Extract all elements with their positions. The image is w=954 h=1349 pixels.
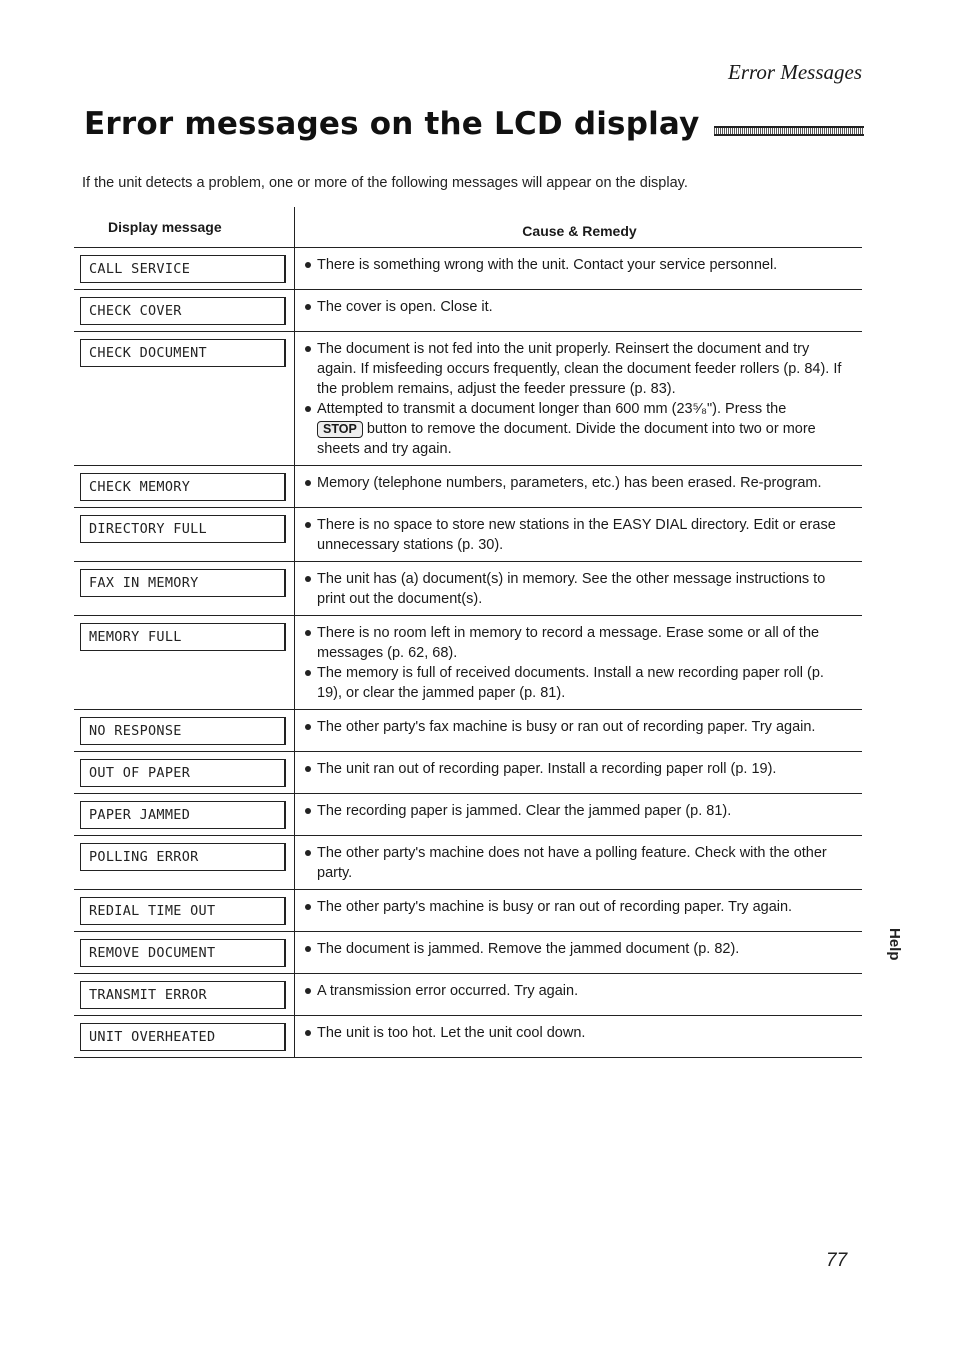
column-header-cause-remedy: Cause & Remedy [295,207,863,248]
remedy-text: There is something wrong with the unit. Contact your service personnel. [317,257,778,273]
cause-remedy-cell [295,752,863,794]
cause-remedy-cell [295,794,863,836]
title-rule [714,126,865,136]
remedy-item [305,1023,852,1043]
lcd-message: UNIT OVERHEATED [80,1023,286,1051]
display-message-cell [74,466,295,508]
remedy-item [305,939,852,959]
remedy-text: The other party's machine is busy or ran out of recording paper. Try again. [317,899,793,915]
table-row [74,466,862,508]
remedy-text: The cover is open. Close it. [317,299,493,315]
display-message-cell [74,290,295,332]
remedy-text: The other party's fax machine is busy or ran out of recording paper. Try again. [317,719,816,735]
remedy-text: The unit is too hot. Let the unit cool down. [317,1025,586,1041]
remedy-item [305,717,852,737]
remedy-text: There is no room left in memory to record a message. Erase some or all of the messages (p. 62, 68). [317,625,820,661]
remedy-item [305,663,852,703]
table-row [74,290,862,332]
remedy-text: The unit ran out of recording paper. Install a recording paper roll (p. 19). [317,761,777,777]
remedy-item [305,255,852,275]
display-message-cell [74,890,295,932]
table-row [74,836,862,890]
lcd-message: REDIAL TIME OUT [80,897,286,925]
lcd-message: CHECK COVER [80,297,286,325]
remedy-text: There is no space to store new stations in the EASY DIAL directory. Edit or erase unnecessary stations (p. 30). [317,517,836,553]
table-row [74,616,862,710]
table-row [74,890,862,932]
cause-remedy-cell [295,290,863,332]
lcd-message: CHECK MEMORY [80,473,286,501]
cause-remedy-cell [295,836,863,890]
remedy-text: The memory is full of received documents. Install a new recording paper roll (p. 19), or clear the jammed paper (p. 81). [317,665,824,701]
display-message-cell [74,932,295,974]
display-message-cell [74,974,295,1016]
display-message-cell [74,1016,295,1058]
lcd-message: PAPER JAMMED [80,801,286,829]
stop-key-icon: STOP [317,421,363,438]
display-message-cell [74,616,295,710]
remedy-item [305,297,852,317]
intro-text: If the unit detects a problem, one or more of the following messages will appear on the display. [82,174,688,191]
cause-remedy-cell [295,1016,863,1058]
lcd-message: FAX IN MEMORY [80,569,286,597]
lcd-message: MEMORY FULL [80,623,286,651]
table-body [74,248,862,1058]
table-row [74,794,862,836]
table-row [74,932,862,974]
table-row [74,974,862,1016]
lcd-message: TRANSMIT ERROR [80,981,286,1009]
remedy-item [305,339,852,399]
section-header: Error Messages [728,60,862,84]
lcd-message: CALL SERVICE [80,255,286,283]
cause-remedy-cell [295,332,863,466]
display-message-cell [74,248,295,290]
remedy-item [305,897,852,917]
remedy-text: The document is not fed into the unit properly. Reinsert the document and try again. If misfeeding occurs frequently, clean the document feeder rollers (p. 84). If the problem remains, adjust the feeder pressure (p. 83). [317,341,842,397]
table-row [74,562,862,616]
remedy-text: The recording paper is jammed. Clear the jammed paper (p. 81). [317,803,732,819]
lcd-message: POLLING ERROR [80,843,286,871]
lcd-message: OUT OF PAPER [80,759,286,787]
table-row [74,752,862,794]
display-message-cell [74,332,295,466]
remedy-item [305,473,852,493]
cause-remedy-cell [295,248,863,290]
display-message-cell [74,752,295,794]
cause-remedy-cell [295,466,863,508]
display-message-cell [74,562,295,616]
remedy-item [305,515,852,555]
display-message-cell [74,710,295,752]
remedy-item [305,399,852,459]
remedy-text-after-key: button to remove the document. Divide the document into two or more sheets and try again. [317,421,816,457]
cause-remedy-cell [295,710,863,752]
display-message-cell [74,794,295,836]
error-message-table [74,207,862,1058]
cause-remedy-cell [295,932,863,974]
cause-remedy-cell [295,562,863,616]
remedy-item [305,623,852,663]
remedy-text: Memory (telephone numbers, parameters, etc.) has been erased. Re-program. [317,475,822,491]
table-header-row [74,207,862,248]
cause-remedy-cell [295,890,863,932]
table-row [74,248,862,290]
page-title: Error messages on the LCD display [84,106,700,142]
lcd-message: REMOVE DOCUMENT [80,939,286,967]
table-row [74,332,862,466]
lcd-message: CHECK DOCUMENT [80,339,286,367]
lcd-message: DIRECTORY FULL [80,515,286,543]
cause-remedy-cell [295,508,863,562]
table-row [74,508,862,562]
cause-remedy-cell [295,974,863,1016]
remedy-item [305,843,852,883]
remedy-text: The document is jammed. Remove the jammed document (p. 82). [317,941,740,957]
title-row [84,96,864,140]
page-number: 77 [826,1250,848,1271]
display-message-cell [74,836,295,890]
table-row [74,710,862,752]
lcd-message: NO RESPONSE [80,717,286,745]
cause-remedy-cell [295,616,863,710]
remedy-text: A transmission error occurred. Try again. [317,983,579,999]
table-row [74,1016,862,1058]
remedy-text: The unit has (a) document(s) in memory. See the other message instructions to print out the document(s). [317,571,826,607]
remedy-text: The other party's machine does not have a polling feature. Check with the other party. [317,845,827,881]
remedy-text: Attempted to transmit a document longer than 600 mm (23⁵⁄₈"). Press the [317,401,787,417]
remedy-item [305,801,852,821]
display-message-cell [74,508,295,562]
column-header-display-message: Display message [74,207,295,248]
remedy-item [305,569,852,609]
remedy-item [305,759,852,779]
remedy-item [305,981,852,1001]
side-tab-help: Help [886,928,903,961]
